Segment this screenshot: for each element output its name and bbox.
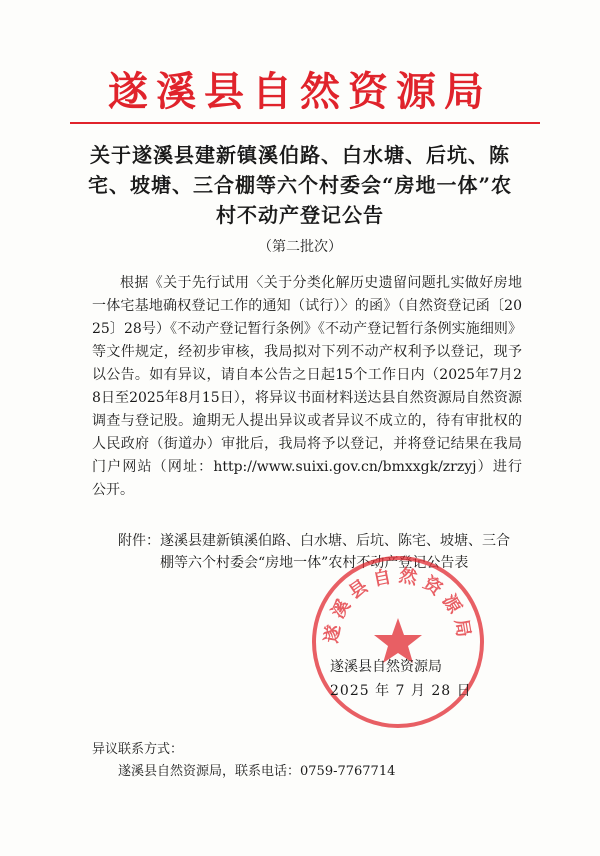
notice-body: 根据《关于先行试用〈关于分类化解历史遗留问题扎实做好房地一体宅基地确权登记工作的通知（试行）〉的函》（自然资登记函〔2025〕28号）《不动产登记暂行条例》《不动产登记暂行条例实施细则》等文件规定，经初步审核，我局拟对下列不动产权利予以登记，现予以公告。如有异议，请自本公告之日起15个工作日内（2025年7月28日至2025年8月15日），将异议书面材料送达县自然资源局自然资源调查与登记股。逾期无人提出异议或者异议不成立的，待有审批权的人民政府（街道办）审批后，我局将予以登记，并将登记结果在我局门户网站（网址：http://www.suixi.gov.cn/bmxxgk/zrzyj）进行公开。 [92,275,522,498]
attachment-text: 遂溪县建新镇溪伯路、白水塘、后坑、陈宅、坡塘、三合棚等六个村委会“房地一体”农村不动产登记公告表 [160,533,510,571]
issue-date: 2025 年 7 月 28 日 [330,683,472,699]
org-header: 遂溪县自然资源局 [108,68,492,115]
official-seal-icon [308,552,488,732]
batch-label: （第二批次） [258,239,342,255]
attachment-label: 附件： [118,533,160,549]
header-rule [70,122,540,124]
notice-title: 关于遂溪县建新镇溪伯路、白水塘、后坑、陈宅、坡塘、三合棚等六个村委会“房地一体”农村不动产登记公告 [87,143,512,227]
contact-title: 异议联系方式： [92,742,184,757]
seal-text: 遂溪县自然资源局 [321,565,475,645]
issuer-name: 遂溪县自然资源局 [330,659,442,675]
contact-line: 遂溪县自然资源局，联系电话：0759-7767714 [118,764,396,779]
